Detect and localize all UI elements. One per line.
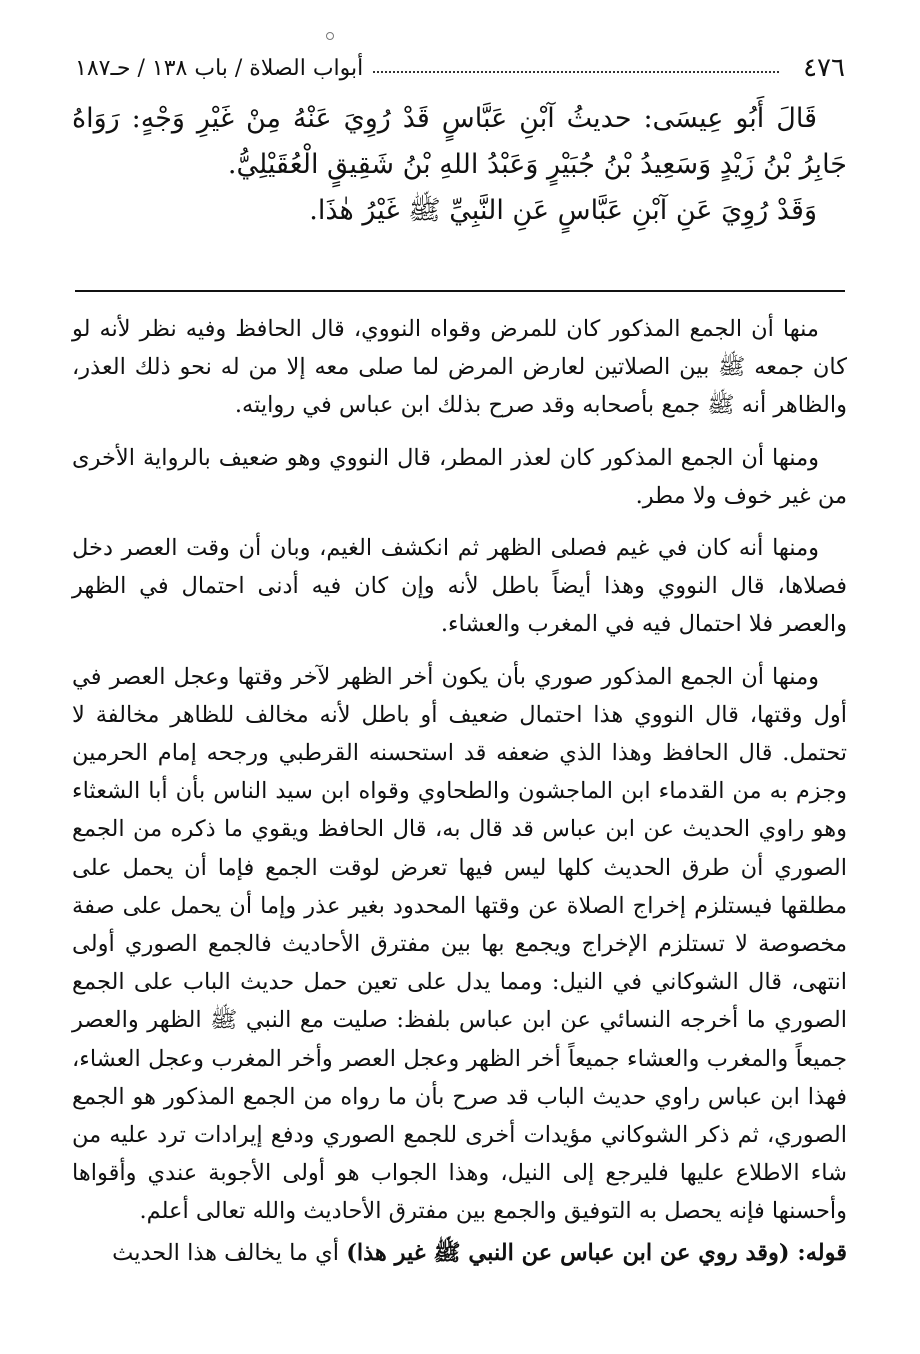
hadith-paragraph: قَالَ أَبُو عِيسَى: حديثُ آبْنِ عَبَّاسٍ قَدْ رُوِيَ عَنْهُ مِنْ غَيْرِ وَجْهٍ: رَوَاهُ جَابِرُ بْنُ زَيْدٍ وَسَعِيدُ بْنُ جُبَيْرٍ وَعَبْدُ اللهِ بْنُ شَقِيقٍ الْعُقَيْلِيُّ. — [72, 103, 847, 180]
commentary-quote-line — [72, 1234, 847, 1272]
commentary-paragraph: ومنها أن الجمع المذكور كان لعذر المطر، قال النووي وهو ضعيف بالرواية الأخرى من غير خوف ولا مطر. — [72, 444, 847, 509]
hadith-paragraph: وَقَدْ رُوِيَ عَنِ آبْنِ عَبَّاسٍ عَنِ النَّبِيِّ ﷺ غَيْرُ هٰذَا. — [309, 195, 817, 226]
quote-explanation: أي ما يخالف هذا الحديث — [112, 1240, 340, 1266]
page-number: ٤٧٦ — [803, 53, 845, 83]
page-mark — [326, 32, 334, 40]
header-dot-leader — [373, 71, 779, 73]
commentary-text — [72, 310, 847, 1243]
quoted-phrase: قوله: (وقد روي عن ابن عباس عن النبي ﷺ غير هذا) — [346, 1240, 847, 1266]
hadith-text — [72, 96, 847, 234]
commentary-paragraph: ومنها أن الجمع المذكور صوري بأن يكون أخر الظهر لآخر وقتها وعجل العصر في أول وقتها، قال النووي هذا احتمال ضعيف أو باطل لأنه مخالف للظاهر مخالفة لا تحتمل. قال الحافظ وهذا الذي ضعفه قد استحسنه القرطبي ورجحه إمام الحرمين وجزم به من القدماء ابن الماجشون والطحاوي وقواه ابن سيد الناس بأن أبا الشعثاء وهو راوي الحديث عن ابن عباس قد قال به، قال الحافظ ويقوي ما ذكره من الجمع الصوري أن طرق الحديث كلها ليس فيها تعرض لوقت الجمع فإما أن يحمل على مطلقها فيستلزم إخراج الصلاة عن وقتها المحدود بغير عذر وإما أن يحمل على صفة مخصوصة لا تستلزم الإخراج ويجمع بها بين مفترق الأحاديث فالجمع الصوري أولى انتهى، قال الشوكاني في النيل: ومما يدل على تعين حمل حديث الباب على الجمع الصوري ما أخرجه النسائي عن ابن عباس بلفظ: صليت مع النبي ﷺ الظهر والعصر جميعاً والمغرب والعشاء جميعاً أخر الظهر وعجل العصر وأخر المغرب وعجل العشاء، فهذا ابن عباس راوي حديث الباب قد صرح بأن ما رواه من الجمع المذكور هو الجمع الصوري، ثم ذكر الشوكاني مؤيدات أخرى للجمع الصوري ودفع إيرادات ترد عليه من شاء الاطلاع عليها فليرجع إلى النيل، وهذا الجواب هو أولى الأجوبة عندي وأقواها وأحسنها فإنه يحصل به التوفيق والجمع بين مفترق الأحاديث والله تعالى أعلم. — [72, 663, 847, 1225]
separator-rule — [75, 290, 845, 292]
commentary-paragraph: ومنها أنه كان في غيم فصلى الظهر ثم انكشف الغيم، وبان أن وقت العصر دخل فصلاها، قال النووي وهذا أيضاً باطل لأنه وإن كان فيه أدنى احتمال في الظهر والعصر فلا احتمال فيه في المغرب والعشاء. — [72, 535, 847, 638]
running-header — [75, 48, 845, 88]
commentary-paragraph: منها أن الجمع المذكور كان للمرض وقواه النووي، قال الحافظ وفيه نظر لأنه لو كان جمعه ﷺ بين الصلاتين لعارض المرض لما صلى معه إلا من له نحو ذلك العذر، والظاهر أنه ﷺ جمع بأصحابه وقد صرح بذلك ابن عباس في روايته. — [72, 316, 847, 419]
running-title: أبواب الصلاة / باب ١٣٨ / حـ١٨٧ — [75, 55, 364, 81]
